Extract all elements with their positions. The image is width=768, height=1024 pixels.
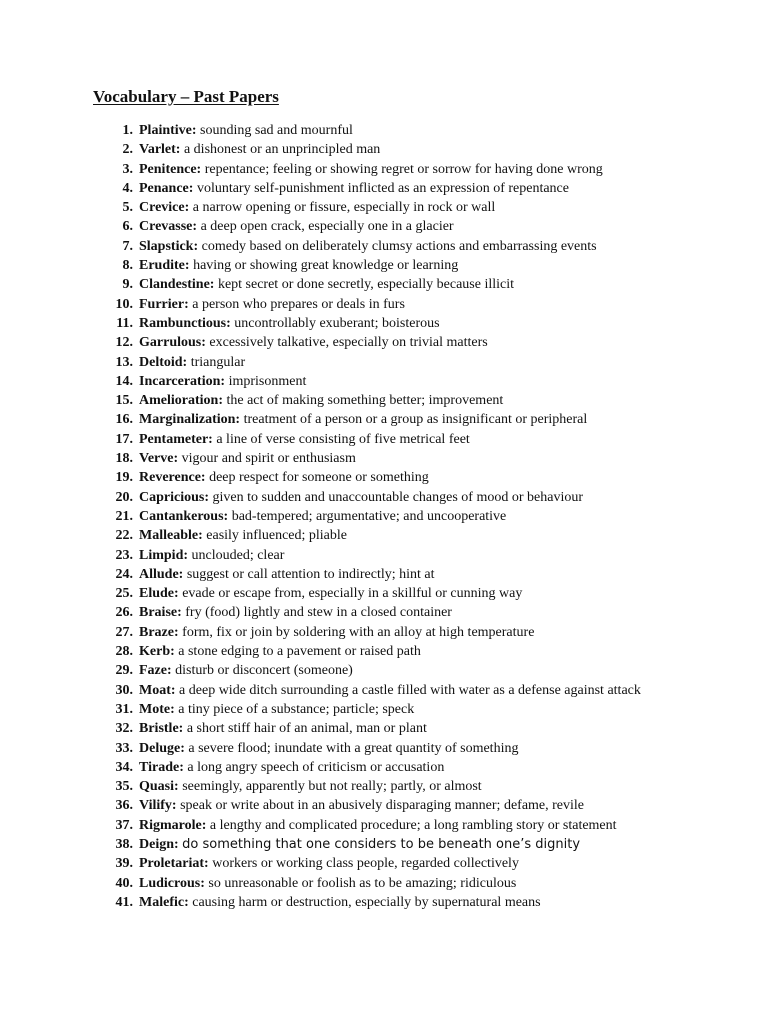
entry-term: Clandestine: <box>139 277 215 293</box>
entry-definition: vigour and spirit or enthusiasm <box>181 451 356 467</box>
entry-definition: a short stiff hair of an animal, man or plant <box>186 721 427 737</box>
vocab-entry <box>107 739 707 758</box>
vocab-entry <box>107 623 707 642</box>
entry-number: 33. <box>115 740 133 756</box>
entry-term: Verve: <box>139 451 179 467</box>
entry-definition: given to sudden and unaccountable changes of mood or behaviour <box>212 489 584 505</box>
entry-number: 40. <box>115 875 133 891</box>
entry-definition: deep respect for someone or something <box>209 470 429 486</box>
entry-term: Allude: <box>139 566 184 582</box>
vocab-entry <box>107 835 707 854</box>
vocab-entry <box>107 410 707 429</box>
entry-definition: a dishonest or an unprincipled man <box>183 142 381 158</box>
entry-definition: a lengthy and complicated procedure; a long rambling story or statement <box>209 817 617 833</box>
entry-number: 1. <box>122 123 133 138</box>
vocab-entry <box>107 353 707 372</box>
vocab-entry <box>107 719 707 738</box>
entry-number: 19. <box>115 470 133 486</box>
entry-definition: a person who prepares or deals in furs <box>192 296 405 312</box>
entry-term: Garrulous: <box>139 335 206 351</box>
vocab-entry <box>107 526 707 545</box>
entry-term: Varlet: <box>139 142 181 158</box>
vocab-entry <box>107 295 707 314</box>
vocab-entry <box>107 468 707 487</box>
entry-term: Ludicrous: <box>139 875 205 891</box>
vocab-entry <box>107 777 707 796</box>
entry-definition: bad-tempered; argumentative; and uncooperative <box>231 508 507 524</box>
entry-number: 15. <box>115 393 133 409</box>
entry-definition: a line of verse consisting of five metrical feet <box>216 431 470 447</box>
entry-definition: so unreasonable or foolish as to be amazing; ridiculous <box>208 875 517 891</box>
entry-term: Capricious: <box>139 489 209 505</box>
entry-number: 20. <box>115 489 133 505</box>
entry-definition: a stone edging to a pavement or raised path <box>178 644 421 660</box>
entry-term: Faze: <box>139 663 172 679</box>
entry-definition: causing harm or destruction, especially by supernatural means <box>192 894 541 910</box>
entry-number: 12. <box>115 335 133 351</box>
entry-term: Crevice: <box>139 200 190 216</box>
entry-term: Deltoid: <box>139 354 188 370</box>
vocab-entry <box>107 179 707 198</box>
vocab-entry <box>107 314 707 333</box>
page-title: Vocabulary – Past Papers <box>93 87 279 106</box>
entry-number: 38. <box>115 836 133 852</box>
entry-term: Plaintive: <box>139 123 197 138</box>
entry-term: Braise: <box>139 605 182 621</box>
entry-term: Penitence: <box>139 161 202 177</box>
entry-definition: evade or escape from, especially in a skillful or cunning way <box>182 586 523 602</box>
vocab-entry <box>107 681 707 700</box>
entry-definition: workers or working class people, regarded collectively <box>212 856 519 872</box>
entry-number: 11. <box>116 315 133 331</box>
vocab-entry <box>107 854 707 873</box>
entry-definition: a deep wide ditch surrounding a castle filled with water as a defense against attack <box>179 682 641 698</box>
entry-number: 5. <box>122 200 133 216</box>
entry-term: Amelioration: <box>139 393 223 409</box>
entry-number: 30. <box>115 682 133 698</box>
vocabulary-list <box>107 121 707 912</box>
vocab-entry <box>107 333 707 352</box>
entry-definition: voluntary self-punishment inflicted as an expression of repentance <box>196 180 569 196</box>
entry-number: 2. <box>122 142 133 158</box>
entry-definition: do something that one considers to be beneath one’s dignity <box>182 836 581 852</box>
entry-term: Penance: <box>139 180 194 196</box>
entry-term: Braze: <box>139 624 179 640</box>
vocab-entry <box>107 449 707 468</box>
entry-definition: a severe flood; inundate with a great quantity of something <box>188 740 519 756</box>
vocab-entry <box>107 642 707 661</box>
entry-term: Crevasse: <box>139 219 198 235</box>
vocab-entry <box>107 874 707 893</box>
entry-term: Proletariat: <box>139 856 209 872</box>
entry-number: 6. <box>122 219 133 235</box>
vocab-entry <box>107 546 707 565</box>
entry-definition: having or showing great knowledge or learning <box>193 258 459 274</box>
entry-number: 35. <box>115 779 133 795</box>
vocab-entry <box>107 565 707 584</box>
entry-definition: disturb or disconcert (someone) <box>175 663 353 679</box>
entry-term: Incarceration: <box>139 373 226 389</box>
entry-number: 8. <box>122 258 133 274</box>
entry-number: 4. <box>122 180 133 196</box>
entry-number: 39. <box>115 856 133 872</box>
entry-definition: form, fix or join by soldering with an alloy at high temperature <box>182 624 535 640</box>
vocab-entry <box>107 796 707 815</box>
entry-definition: imprisonment <box>228 373 307 389</box>
vocab-entry <box>107 160 707 179</box>
entry-definition: a narrow opening or fissure, especially in rock or wall <box>192 200 496 216</box>
vocab-entry <box>107 488 707 507</box>
entry-number: 41. <box>115 894 133 910</box>
entry-number: 18. <box>115 451 133 467</box>
entry-number: 37. <box>115 817 133 833</box>
entry-term: Erudite: <box>139 258 190 274</box>
entry-definition: speak or write about in an abusively disparaging manner; defame, revile <box>180 798 585 814</box>
entry-term: Malleable: <box>139 528 203 544</box>
entry-term: Vilify: <box>139 798 177 814</box>
entry-number: 3. <box>122 161 133 177</box>
entry-term: Furrier: <box>139 296 189 312</box>
entry-term: Marginalization: <box>139 412 241 428</box>
entry-definition: the act of making something better; improvement <box>226 393 504 409</box>
entry-number: 34. <box>115 759 133 775</box>
vocab-entry <box>107 700 707 719</box>
entry-definition: suggest or call attention to indirectly; hint at <box>186 566 435 582</box>
vocab-entry <box>107 237 707 256</box>
entry-number: 25. <box>115 586 133 602</box>
entry-term: Elude: <box>139 586 179 602</box>
entry-number: 29. <box>115 663 133 679</box>
entry-number: 32. <box>115 721 133 737</box>
entry-definition: seemingly, apparently but not really; partly, or almost <box>182 779 482 795</box>
entry-definition: unclouded; clear <box>191 547 285 563</box>
entry-definition: easily influenced; pliable <box>206 528 347 544</box>
vocab-entry <box>107 584 707 603</box>
entry-term: Limpid: <box>139 547 189 563</box>
vocab-entry <box>107 391 707 410</box>
vocab-entry <box>107 816 707 835</box>
entry-term: Pentameter: <box>139 431 213 447</box>
entry-definition: repentance; feeling or showing regret or sorrow for having done wrong <box>204 161 603 177</box>
entry-definition: kept secret or done secretly, especially because illicit <box>217 277 515 293</box>
entry-term: Quasi: <box>139 779 179 795</box>
entry-definition: a tiny piece of a substance; particle; speck <box>178 701 415 717</box>
vocab-entry <box>107 430 707 449</box>
entry-number: 36. <box>115 798 133 814</box>
entry-term: Slapstick: <box>139 238 199 254</box>
entry-number: 13. <box>115 354 133 370</box>
vocab-entry <box>107 121 707 140</box>
entry-definition: excessively talkative, especially on trivial matters <box>209 335 488 351</box>
entry-number: 7. <box>122 238 133 254</box>
entry-term: Mote: <box>139 701 175 717</box>
entry-definition: fry (food) lightly and stew in a closed container <box>185 605 452 621</box>
entry-number: 24. <box>115 566 133 582</box>
vocab-entry <box>107 507 707 526</box>
entry-number: 31. <box>115 701 133 717</box>
entry-definition: treatment of a person or a group as insignificant or peripheral <box>243 412 588 428</box>
entry-term: Kerb: <box>139 644 175 660</box>
vocab-entry <box>107 893 707 912</box>
entry-number: 14. <box>115 373 133 389</box>
entry-term: Deign: <box>139 836 179 852</box>
entry-term: Rambunctious: <box>139 315 231 331</box>
entry-number: 27. <box>115 624 133 640</box>
vocab-entry <box>107 275 707 294</box>
entry-number: 10. <box>115 296 133 312</box>
vocab-entry <box>107 661 707 680</box>
entry-definition: a deep open crack, especially one in a glacier <box>200 219 454 235</box>
entry-number: 28. <box>115 644 133 660</box>
entry-number: 17. <box>115 431 133 447</box>
entry-term: Reverence: <box>139 470 206 486</box>
vocab-entry <box>107 758 707 777</box>
entry-number: 22. <box>115 528 133 544</box>
entry-term: Malefic: <box>139 894 189 910</box>
entry-term: Rigmarole: <box>139 817 207 833</box>
entry-number: 21. <box>115 508 133 524</box>
entry-number: 9. <box>122 277 133 293</box>
entry-term: Moat: <box>139 682 176 698</box>
vocab-entry <box>107 140 707 159</box>
entry-number: 16. <box>115 412 133 428</box>
entry-definition: uncontrollably exuberant; boisterous <box>234 315 440 331</box>
entry-term: Tirade: <box>139 759 184 775</box>
entry-term: Cantankerous: <box>139 508 229 524</box>
entry-definition: comedy based on deliberately clumsy actions and embarrassing events <box>201 238 597 254</box>
vocab-entry <box>107 217 707 236</box>
vocab-entry <box>107 372 707 391</box>
entry-definition: triangular <box>190 354 246 370</box>
entry-term: Bristle: <box>139 721 184 737</box>
entry-term: Deluge: <box>139 740 185 756</box>
vocab-entry <box>107 256 707 275</box>
entry-number: 26. <box>115 605 133 621</box>
vocab-entry <box>107 198 707 217</box>
entry-definition: sounding sad and mournful <box>200 123 353 138</box>
entry-number: 23. <box>115 547 133 563</box>
entry-definition: a long angry speech of criticism or accusation <box>187 759 445 775</box>
vocab-entry <box>107 603 707 622</box>
